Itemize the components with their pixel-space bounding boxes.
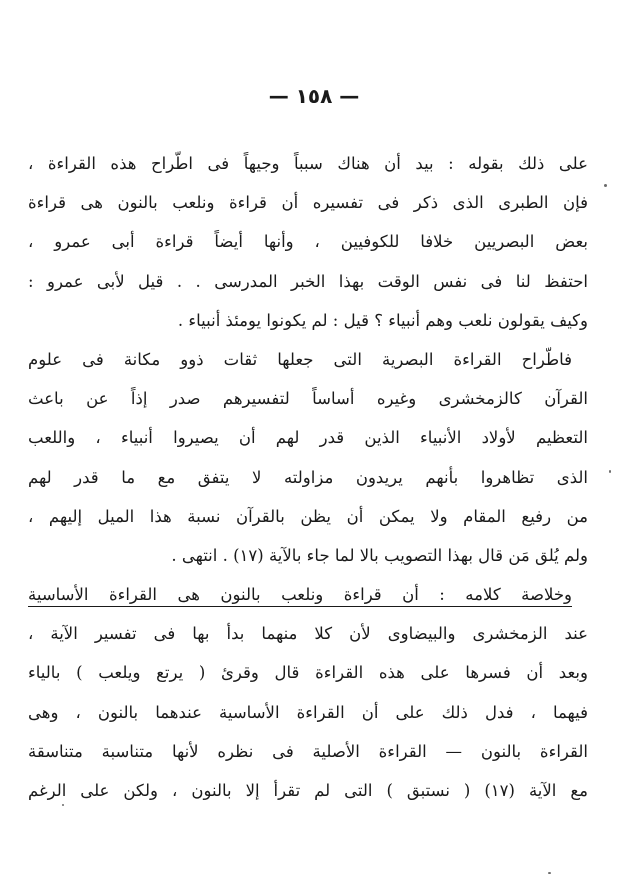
text-line: فيهما ، فدل ذلك على أن القراءة الأساسية عندهما بالنون ، وهى: [28, 702, 588, 722]
text-line: عند الزمخشرى والبيضاوى لأن كلا منهما بدأ بها فى تفسير الآية ،: [28, 624, 588, 644]
scan-speck: [62, 804, 64, 806]
paragraph: [28, 575, 588, 810]
page-number: — ١٥٨ —: [268, 84, 360, 108]
text-line: وكيف يقولون نلعب وهم أنبياء ؟ قيل : لم يكونوا يومئذ أنبياء .: [177, 310, 588, 330]
body-text: [28, 144, 588, 810]
text-line: مع الآية (١٧) ( نستبق ) التى لم تقرأ إلا بالنون ، ولكن على الرغم: [28, 781, 588, 800]
paragraph: [28, 340, 588, 575]
text-line: احتفظ لنا فى نفس الوقت بهذا الخبر المدرسى . . قيل لأبى عمرو :: [28, 271, 588, 291]
text-line: فاطّراح القراءة البصرية التى جعلها ثقات ذوو مكانة فى علوم: [28, 349, 572, 369]
scan-speck: [604, 184, 607, 187]
text-line: ولم يُلق مَن قال بهذا التصويب بالا لما جاء بالآية (١٧) . انتهى .: [171, 545, 588, 565]
scan-speck: [548, 872, 551, 874]
text-line: القرآن كالزمخشرى وغيره أساساً لتفسيرهم صدر إذاً عن باعث: [28, 389, 588, 409]
text-line: التعظيم لأولاد الأنبياء الذين قدر لهم أن يصيروا أنبياء ، واللعب: [28, 428, 588, 448]
text-line: فإن الطبرى الذى ذكر فى تفسيره أن قراءة ونلعب بالنون هى قراءة: [28, 193, 588, 213]
text-line: من رفيع المقام ولا يمكن أن يظن بالقرآن نسبة هذا الميل إليهم ،: [28, 506, 588, 526]
text-line: القراءة بالنون — القراءة الأصلية فى نظره لأنها متناسبة متناسقة: [28, 741, 588, 761]
scan-speck: [609, 470, 611, 473]
paragraph: [28, 144, 588, 340]
text-line: وبعد أن فسرها على هذه القراءة قال وقرئ ( يرتع ويلعب ) بالياء: [28, 663, 588, 683]
text-line: الذى تظاهروا بأنهم يريدون مزاولته لا يتفق مع ما قدر لهم: [28, 467, 588, 487]
text-line: على ذلك بقوله : بيد أن هناك سبباً وجيهاً فى اطّراح هذه القراءة ،: [28, 154, 588, 173]
text-line: بعض البصريين خلافا للكوفيين ، وأنها أيضاً قراءة أبى عمرو ،: [28, 232, 588, 252]
text-line: وخلاصة كلامه : أن قراءة ونلعب بالنون هى القراءة الأساسية: [28, 585, 572, 605]
